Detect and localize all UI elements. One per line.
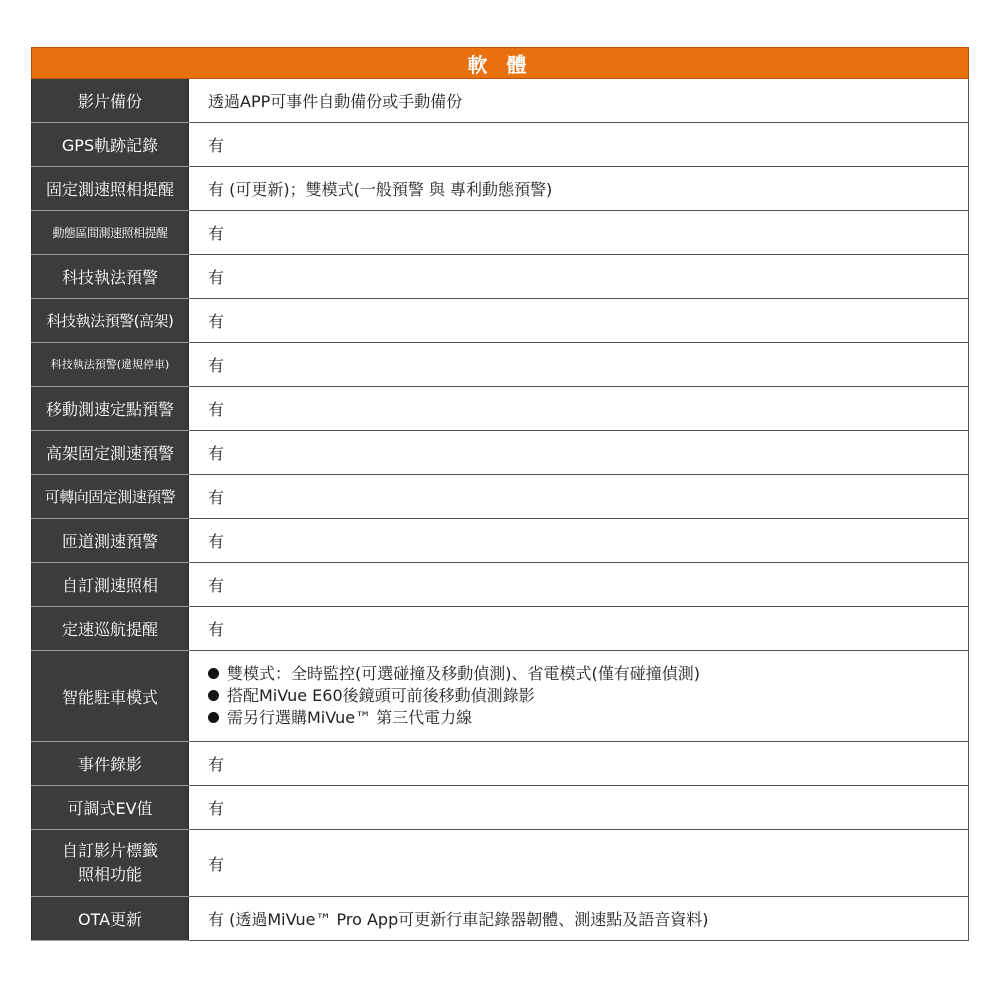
- table-row: [32, 255, 969, 299]
- row-label: 智能駐車模式: [32, 651, 189, 742]
- row-label: 可調式EV值: [32, 786, 189, 830]
- row-label: 科技執法預警(高架): [32, 299, 189, 343]
- list-item-text: 需另行選購MiVue™ 第三代電力線: [227, 708, 473, 727]
- bullet-dot-icon: [208, 712, 219, 723]
- row-label: OTA更新: [32, 897, 189, 941]
- list-item: [208, 707, 968, 729]
- table-row: [32, 563, 969, 607]
- row-value: 有: [189, 255, 969, 299]
- table-row: [32, 79, 969, 123]
- table-row: [32, 742, 969, 786]
- row-value: 有 (可更新)；雙模式(一般預警 與 專利動態預警): [189, 167, 969, 211]
- row-value: 有: [189, 123, 969, 167]
- row-label: 科技執法預警(違規停車): [32, 343, 189, 387]
- table-header-row: [32, 48, 969, 79]
- table-row: [32, 786, 969, 830]
- row-label: 自訂測速照相: [32, 563, 189, 607]
- row-value: [189, 651, 969, 742]
- row-value: 有: [189, 343, 969, 387]
- list-item: [208, 685, 968, 707]
- row-value: 透過APP可事件自動備份或手動備份: [189, 79, 969, 123]
- table-row: [32, 211, 969, 255]
- table-row: [32, 123, 969, 167]
- row-value: 有: [189, 519, 969, 563]
- bullet-list: [208, 663, 968, 729]
- table-row: [32, 519, 969, 563]
- row-value: 有: [189, 211, 969, 255]
- table-row: [32, 897, 969, 941]
- table-row: [32, 343, 969, 387]
- bullet-dot-icon: [208, 668, 219, 679]
- table-row: [32, 830, 969, 897]
- table-row: [32, 651, 969, 742]
- row-label: 影片備份: [32, 79, 189, 123]
- list-item-text: 雙模式：全時監控(可選碰撞及移動偵測)、省電模式(僅有碰撞偵測): [227, 664, 700, 683]
- row-label: GPS軌跡記錄: [32, 123, 189, 167]
- row-value: 有 (透過MiVue™ Pro App可更新行車記錄器韌體、測速點及語音資料): [189, 897, 969, 941]
- row-label: 動態區間測速照相提醒: [32, 211, 189, 255]
- table-title: 軟 體: [32, 48, 969, 79]
- row-label: 定速巡航提醒: [32, 607, 189, 651]
- table-row: [32, 299, 969, 343]
- spec-table: [31, 47, 969, 941]
- row-value: 有: [189, 607, 969, 651]
- row-value: 有: [189, 742, 969, 786]
- table-row: [32, 387, 969, 431]
- row-label: 固定測速照相提醒: [32, 167, 189, 211]
- table-row: [32, 475, 969, 519]
- row-label: 事件錄影: [32, 742, 189, 786]
- row-label: 匝道測速預警: [32, 519, 189, 563]
- row-value: 有: [189, 387, 969, 431]
- row-label: 可轉向固定測速預警: [32, 475, 189, 519]
- bullet-dot-icon: [208, 690, 219, 701]
- row-label: 高架固定測速預警: [32, 431, 189, 475]
- row-value: 有: [189, 475, 969, 519]
- table-row: [32, 167, 969, 211]
- row-value: 有: [189, 786, 969, 830]
- row-label: 移動測速定點預警: [32, 387, 189, 431]
- row-label: 自訂影片標籤照相功能: [32, 830, 189, 897]
- table-row: [32, 431, 969, 475]
- row-label: 科技執法預警: [32, 255, 189, 299]
- row-value: 有: [189, 830, 969, 897]
- row-value: 有: [189, 431, 969, 475]
- row-value: 有: [189, 563, 969, 607]
- table-row: [32, 607, 969, 651]
- list-item: [208, 663, 968, 685]
- row-value: 有: [189, 299, 969, 343]
- list-item-text: 搭配MiVue E60後鏡頭可前後移動偵測錄影: [227, 686, 535, 705]
